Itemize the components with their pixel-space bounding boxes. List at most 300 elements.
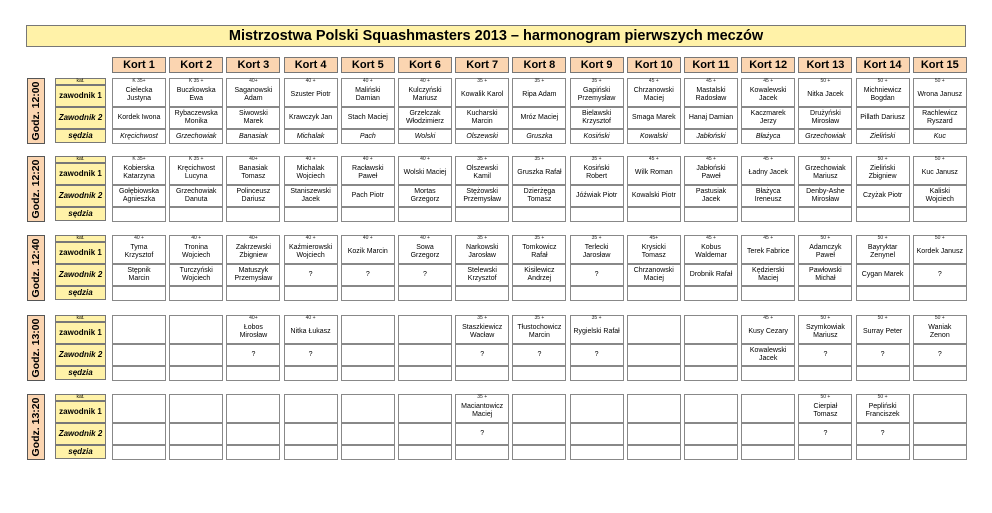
match-cell-player2 [341, 264, 395, 286]
player2-name [342, 345, 394, 365]
player2-name: ? [880, 350, 885, 358]
category-value: 40 + [305, 315, 316, 321]
player1-name: Kobierska Katarzyna [123, 164, 155, 180]
player2-name: ? [423, 270, 427, 278]
match-cell-player2 [913, 423, 967, 445]
match-cell-player2 [741, 107, 795, 129]
player1-name: Cierpiał Tomasz [813, 402, 838, 418]
match-cell-player2 [798, 423, 852, 445]
referee-name [799, 208, 851, 221]
match-cell-player2 [627, 107, 681, 129]
match-cell-player2 [512, 264, 566, 286]
player2-name: Kisilewicz Andrzej [524, 266, 555, 282]
category-value: 45+ [649, 235, 659, 241]
match-cell-player2 [856, 107, 910, 129]
court-header: Kort 6 [398, 57, 452, 73]
player1-name: Michniewicz Bogdan [863, 86, 902, 102]
match-cell-referee [913, 286, 967, 301]
match-cell-player2 [512, 185, 566, 207]
match-cell-player1 [398, 235, 452, 264]
match-cell-player1 [455, 235, 509, 264]
referee-name [914, 446, 966, 459]
match-cell-player1 [226, 394, 280, 423]
referee-name [113, 208, 165, 221]
player2-name: Stelewski Krzysztof [467, 266, 497, 282]
category-value: 50 + [877, 235, 888, 241]
match-cell-referee [226, 207, 280, 222]
match-cell-referee [226, 286, 280, 301]
match-cell-referee [570, 129, 624, 144]
match-cell-player1 [856, 394, 910, 423]
player2-name: Stach Maciej [347, 113, 388, 121]
match-cell-player1 [684, 156, 738, 185]
category-value: 40 + [134, 235, 144, 241]
player1-row-label: zawodnik 1 [55, 85, 106, 107]
player2-name: ? [823, 350, 828, 358]
player1-name: Staszkiewicz Wacław [462, 323, 503, 339]
referee-name: Michalak [296, 133, 325, 140]
match-cell-player2 [741, 264, 795, 286]
referee-name [285, 446, 337, 459]
player2-name: Bielawski Krzysztof [582, 109, 612, 125]
match-cell-referee [856, 286, 910, 301]
match-cell-player2 [455, 423, 509, 445]
court-header: Kort 10 [627, 57, 681, 73]
court-header: Kort 5 [341, 57, 395, 73]
player2-name: Rachlewicz Ryszard [922, 109, 958, 125]
player2-name: Grzelczak Włodzimierz [405, 109, 445, 125]
match-cell-referee [398, 286, 452, 301]
referee-name [571, 446, 623, 459]
referee-name [685, 287, 737, 300]
match-cell-referee [570, 366, 624, 381]
match-cell-referee [512, 445, 566, 460]
category-value: 45 + [706, 235, 716, 241]
player2-name: Błażyca Ireneusz [754, 187, 782, 203]
match-cell-referee [627, 366, 681, 381]
match-cell-player1 [798, 315, 852, 344]
match-cell-referee [798, 445, 852, 460]
category-value: 35 + [591, 78, 602, 84]
referee-row-label: sędzia [55, 366, 106, 380]
player2-name: Kowalewski Jacek [749, 346, 787, 362]
match-cell-referee [341, 445, 395, 460]
match-cell-player2 [684, 264, 738, 286]
referee-name [685, 446, 737, 459]
match-cell-player2 [284, 185, 338, 207]
category-value: 40 + [362, 78, 373, 84]
player1-name [113, 400, 165, 422]
match-cell-referee [913, 366, 967, 381]
match-cell-player1 [455, 394, 509, 423]
match-cell-player1 [798, 156, 852, 185]
match-cell-player1 [684, 315, 738, 344]
category-value: 50 + [820, 156, 831, 162]
court-header: Kort 15 [913, 57, 967, 73]
match-cell-referee [512, 366, 566, 381]
match-cell-player2 [913, 107, 967, 129]
player1-name: Michalak Wojciech [296, 164, 325, 180]
player2-name [685, 345, 737, 365]
player2-name: Staniszewski Jacek [290, 187, 331, 203]
referee-name [628, 208, 680, 221]
player1-name: Nitka Łukasz [290, 327, 331, 335]
player2-row-label: Zawodnik 2 [55, 264, 106, 286]
referee-name [742, 367, 794, 380]
player1-name: Tyma Krzysztof [124, 243, 154, 259]
match-cell-referee [913, 207, 967, 222]
player1-name: Kulczyński Mariusz [408, 86, 442, 102]
match-cell-player2 [112, 107, 166, 129]
player2-name [685, 424, 737, 444]
match-cell-player1 [913, 394, 967, 423]
player1-name: Zakrzewski Zbigniew [235, 243, 271, 259]
match-cell-referee [112, 445, 166, 460]
player1-name [227, 400, 279, 422]
referee-name [456, 446, 508, 459]
match-cell-player2 [112, 423, 166, 445]
match-cell-player2 [856, 344, 910, 366]
match-cell-player1 [398, 315, 452, 344]
player2-name: Pach Piotr [351, 191, 384, 199]
match-cell-player1 [112, 394, 166, 423]
match-cell-player2 [570, 264, 624, 286]
player1-name: Maliński Damian [355, 86, 381, 102]
referee-row-label: sędzia [55, 129, 106, 143]
match-cell-player2 [169, 107, 223, 129]
category-value: 45 + [763, 235, 774, 241]
match-cell-player2 [341, 107, 395, 129]
player1-name [513, 400, 565, 422]
match-cell-referee [741, 445, 795, 460]
referee-name [914, 287, 966, 300]
match-cell-player1 [512, 78, 566, 107]
player2-row-label: Zawodnik 2 [55, 185, 106, 207]
player2-name: ? [537, 350, 542, 358]
category-value: 50 + [877, 394, 888, 400]
referee-name: Banasiak [238, 133, 268, 140]
player2-name: Drobnik Rafał [689, 270, 733, 278]
match-cell-referee [169, 286, 223, 301]
match-cell-player2 [913, 344, 967, 366]
match-cell-player2 [913, 185, 967, 207]
match-cell-player2 [570, 344, 624, 366]
player2-name: ? [365, 270, 370, 278]
match-cell-referee [169, 445, 223, 460]
match-cell-referee [341, 129, 395, 144]
match-cell-player1 [684, 235, 738, 264]
player1-name: Racławski Paweł [352, 164, 384, 180]
time-slot-label [27, 394, 45, 460]
player1-name: Adamczyk Paweł [809, 243, 842, 259]
player2-name: Pillath Dariusz [860, 113, 905, 121]
match-cell-referee [684, 445, 738, 460]
category-value: 45 + [648, 156, 659, 162]
player2-name: Stężowski Przemysław [463, 187, 502, 203]
player1-name [742, 400, 794, 422]
match-cell-player1 [169, 235, 223, 264]
player2-name [513, 424, 565, 444]
match-cell-player2 [398, 107, 452, 129]
player1-name: Cielecka Justyna [125, 86, 153, 102]
referee-name: Kręcichwost [120, 133, 158, 140]
category-value: 35 + [477, 315, 488, 321]
category-value: 45 + [763, 315, 774, 321]
match-cell-player2 [512, 344, 566, 366]
match-cell-player2 [226, 344, 280, 366]
player1-name: Chrzanowski Maciej [633, 86, 674, 102]
referee-row-label: sędzia [55, 286, 106, 300]
referee-name [342, 446, 394, 459]
category-row-label: kat. [55, 78, 106, 85]
referee-name [857, 446, 909, 459]
player2-name [170, 424, 222, 444]
category-value: 40 + [420, 235, 430, 241]
category-value: 45 + [706, 78, 716, 84]
player1-name: Waniak Zenon [928, 323, 952, 339]
match-cell-referee [570, 207, 624, 222]
match-cell-player2 [798, 344, 852, 366]
match-cell-player1 [512, 394, 566, 423]
referee-name [914, 208, 966, 221]
player2-name: Pawłowski Michał [809, 266, 842, 282]
player1-name [342, 321, 394, 343]
referee-name [456, 208, 508, 221]
player1-name: Terlecki Jarosław [582, 243, 611, 259]
player1-name: Terek Fabrice [746, 247, 790, 255]
player2-row-label: Zawodnik 2 [55, 423, 106, 445]
referee-row-label: sędzia [55, 445, 106, 459]
match-cell-player1 [226, 156, 280, 185]
match-cell-referee [169, 129, 223, 144]
match-cell-player2 [627, 423, 681, 445]
match-cell-player1 [684, 78, 738, 107]
player1-name [685, 321, 737, 343]
player2-name: Polinceusz Dariusz [236, 187, 271, 203]
player1-name: Jabłoński Paweł [696, 164, 726, 180]
match-cell-player1 [398, 156, 452, 185]
player1-name: Sowa Grzegorz [410, 243, 440, 259]
player1-name: Kosiński Robert [583, 164, 610, 180]
player2-name [742, 424, 794, 444]
match-cell-player2 [455, 344, 509, 366]
match-cell-player1 [570, 315, 624, 344]
match-cell-referee [112, 129, 166, 144]
player1-name: Surray Peter [862, 327, 903, 335]
player1-name: Kowalik Karol [460, 90, 504, 98]
match-cell-player1 [226, 315, 280, 344]
category-value: 50 + [820, 78, 831, 84]
player1-name: Kozik Marcin [347, 247, 388, 255]
time-slot-text: Godz. 12:00 [30, 81, 42, 141]
match-cell-player2 [684, 344, 738, 366]
match-cell-referee [226, 366, 280, 381]
player1-name: Łobos Mirosław [239, 323, 268, 339]
category-value: 45 + [763, 78, 774, 84]
player1-name: Wrona Janusz [917, 90, 963, 98]
match-cell-player1 [169, 394, 223, 423]
player2-name: ? [251, 350, 256, 358]
player2-name: ? [823, 429, 828, 437]
player1-name [628, 400, 680, 422]
match-cell-player1 [169, 315, 223, 344]
match-cell-referee [684, 129, 738, 144]
player1-name: Olszewski Kamil [466, 164, 498, 180]
referee-name [170, 446, 222, 459]
referee-row-label: sędzia [55, 207, 106, 221]
time-slot-text: Godz. 13:00 [30, 318, 42, 378]
category-value: 35 + [591, 235, 602, 241]
match-cell-player1 [570, 78, 624, 107]
match-cell-player1 [627, 78, 681, 107]
court-header: Kort 2 [169, 57, 223, 73]
match-cell-player1 [627, 394, 681, 423]
category-value: 50 + [820, 394, 831, 400]
match-cell-referee [684, 286, 738, 301]
player2-name: Matuszyk Przemysław [234, 266, 273, 282]
player2-name: Krawczyk Jan [289, 113, 333, 121]
player2-name [342, 424, 394, 444]
category-value: K 35+ [132, 156, 146, 162]
referee-name [227, 287, 279, 300]
referee-name: Kosiński [583, 133, 610, 140]
player2-name [227, 424, 279, 444]
match-cell-player2 [284, 344, 338, 366]
match-cell-player1 [169, 78, 223, 107]
match-cell-player1 [570, 235, 624, 264]
match-cell-player2 [798, 185, 852, 207]
match-cell-player2 [341, 423, 395, 445]
match-cell-player1 [570, 156, 624, 185]
match-cell-player2 [570, 423, 624, 445]
player2-name: Kaczmarek Jerzy [750, 109, 786, 125]
match-cell-referee [627, 207, 681, 222]
player2-name [914, 424, 966, 444]
match-cell-player1 [112, 235, 166, 264]
player2-name: Kordek Iwona [117, 113, 161, 121]
match-cell-player1 [284, 156, 338, 185]
player1-row-label: zawodnik 1 [55, 322, 106, 344]
match-cell-referee [284, 129, 338, 144]
match-cell-player1 [512, 156, 566, 185]
referee-name [342, 208, 394, 221]
player2-name: Rybaczewska Monika [174, 109, 218, 125]
court-header: Kort 1 [112, 57, 166, 73]
player2-name: Stępnik Marcin [127, 266, 151, 282]
player1-name [285, 400, 337, 422]
match-cell-referee [455, 286, 509, 301]
player2-name: Kaliski Wojciech [925, 187, 954, 203]
player2-name: Mortas Grzegorz [410, 187, 440, 203]
match-cell-referee [112, 286, 166, 301]
match-cell-referee [856, 445, 910, 460]
player1-name: Gapiński Przemysław [577, 86, 616, 102]
category-value: 50 + [934, 235, 945, 241]
player1-name: Kręcichwost Lucyna [177, 164, 216, 180]
category-value: 45 + [763, 156, 774, 162]
category-value: 50 + [934, 78, 945, 84]
player1-row-label: zawodnik 1 [55, 242, 106, 264]
player1-name: Saganowski Adam [234, 86, 273, 102]
match-cell-player1 [913, 156, 967, 185]
match-cell-player1 [627, 315, 681, 344]
referee-name: Grzechowiak [805, 133, 846, 140]
player2-name: Hanaj Damian [688, 113, 734, 121]
match-cell-player1 [341, 156, 395, 185]
court-header: Kort 12 [741, 57, 795, 73]
category-value: 50 + [820, 235, 831, 241]
referee-name [456, 287, 508, 300]
match-cell-referee [341, 286, 395, 301]
match-cell-player2 [112, 185, 166, 207]
match-cell-player1 [341, 78, 395, 107]
player2-name [628, 345, 680, 365]
match-cell-referee [684, 207, 738, 222]
referee-name [742, 287, 794, 300]
referee-name [628, 367, 680, 380]
category-value: 40+ [249, 315, 258, 321]
match-cell-player1 [398, 78, 452, 107]
category-value: 35 + [591, 156, 602, 162]
category-value: K 35 + [188, 156, 204, 162]
referee-name: Kuc [933, 133, 946, 140]
match-cell-player2 [570, 185, 624, 207]
player1-name [914, 400, 966, 422]
match-cell-referee [226, 129, 280, 144]
referee-name [857, 208, 909, 221]
match-cell-player1 [856, 156, 910, 185]
referee-name [342, 287, 394, 300]
player1-name: Wilk Roman [634, 168, 673, 176]
referee-name [342, 367, 394, 380]
player1-name: Szymkowiak Mariusz [805, 323, 845, 339]
match-cell-referee [512, 286, 566, 301]
match-cell-player1 [741, 394, 795, 423]
match-cell-referee [684, 366, 738, 381]
match-cell-referee [398, 445, 452, 460]
player2-name: ? [480, 429, 485, 437]
category-value: 50 + [820, 315, 831, 321]
player2-name: Gołębiowska Agnieszka [118, 187, 160, 203]
player1-name: Mastalski Radosław [695, 86, 727, 102]
match-cell-player1 [341, 394, 395, 423]
referee-name [227, 446, 279, 459]
referee-name [513, 367, 565, 380]
referee-name [742, 446, 794, 459]
match-cell-player2 [627, 344, 681, 366]
category-value: 35 + [477, 394, 488, 400]
player2-name: Denby-Ashe Mirosław [806, 187, 845, 203]
match-cell-referee [112, 366, 166, 381]
match-cell-player1 [913, 235, 967, 264]
player1-name: Tronina Wojciech [182, 243, 211, 259]
player1-name: Krysicki Tomasz [641, 243, 666, 259]
match-cell-player1 [856, 315, 910, 344]
player2-name: Pastusiak Jacek [695, 187, 727, 203]
referee-name [399, 287, 451, 300]
match-cell-referee [512, 129, 566, 144]
referee-name: Gruszka [526, 133, 553, 140]
category-value: 35 + [591, 315, 602, 321]
match-cell-player2 [398, 423, 452, 445]
match-cell-player2 [284, 107, 338, 129]
match-cell-referee [455, 207, 509, 222]
player1-name [685, 400, 737, 422]
category-row-label: kat. [55, 156, 106, 163]
referee-name: Olszewski [466, 133, 498, 140]
category-row-label: kat. [55, 235, 106, 242]
time-slot-text: Godz. 13:20 [30, 397, 42, 457]
